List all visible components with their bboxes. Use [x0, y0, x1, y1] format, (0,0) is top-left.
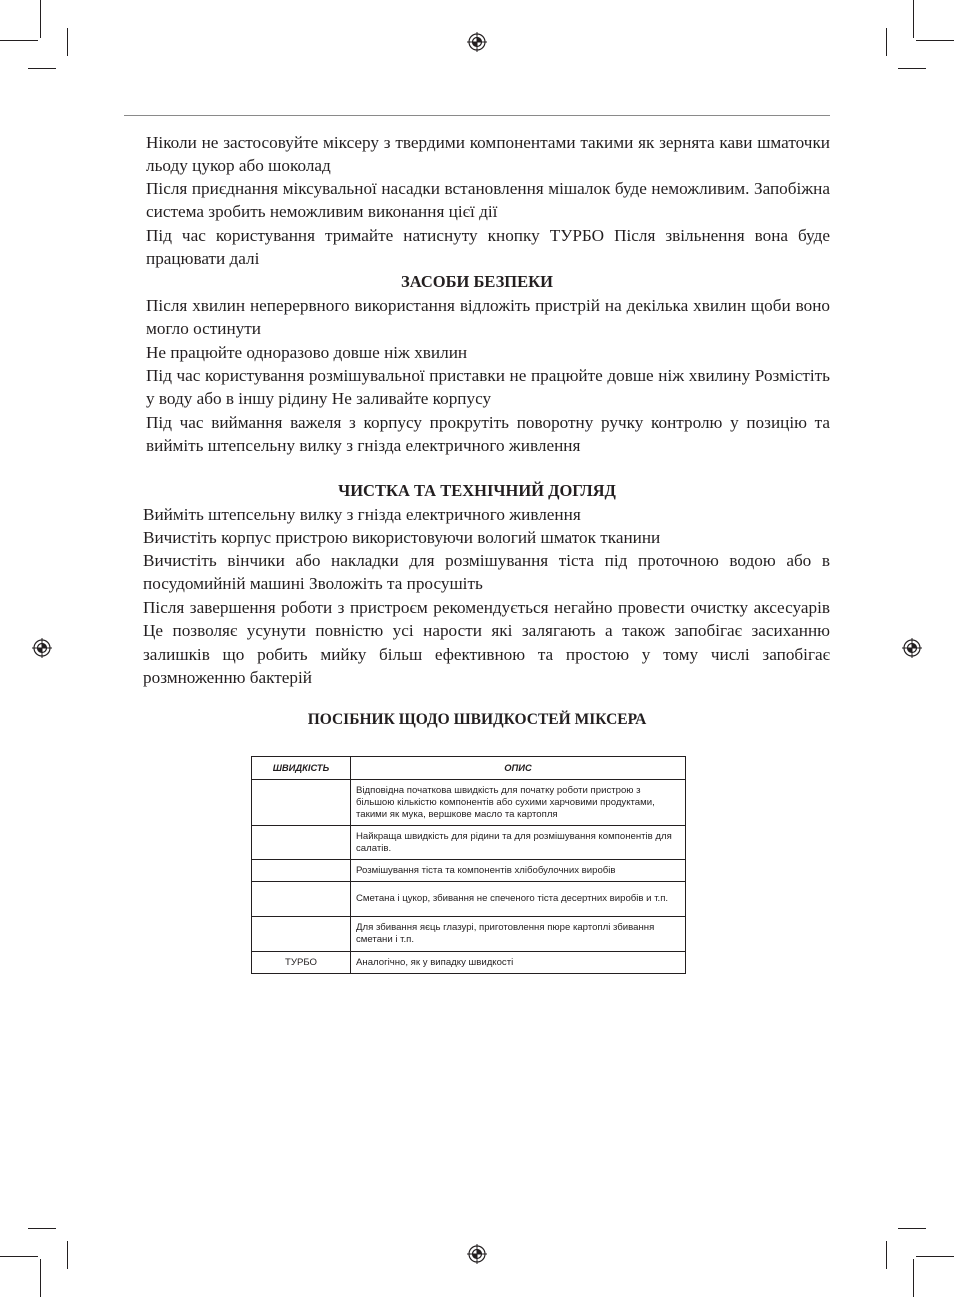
speed-cell	[252, 882, 351, 917]
crop-mark	[913, 0, 914, 38]
crop-mark	[40, 0, 41, 38]
paragraph: Ніколи не застосовуйте міксеру з твердими компонентами такими як зернята кави шматочки льоду цукор або шоколад	[146, 133, 830, 176]
crop-mark	[913, 1259, 914, 1297]
description-cell: Для збивання яєць глазурі, приготовлення пюре картоплі збивання сметани і т.п.	[351, 917, 686, 952]
section-heading-cleaning: ЧИСТКА ТА ТЕХНІЧНИЙ ДОГЛЯД	[338, 481, 616, 500]
crop-mark	[886, 28, 887, 56]
description-cell: Аналогічно, як у випадку швидкості	[351, 952, 686, 974]
paragraph: Після приєднання міксувальної насадки встановлення мішалок буде неможливим. Запобіжна система зробить неможливим виконання цієї дії	[146, 179, 830, 222]
crop-mark	[0, 40, 38, 41]
crop-mark	[40, 1259, 41, 1297]
paragraph: Під час користування розмішувальної приставки не працюйте довше ніж хвилину Розмістіть у воду або в іншу рідину Не заливайте корпусу	[146, 366, 830, 409]
registration-mark-icon	[467, 1244, 487, 1264]
paragraph: Вичистіть корпус пристрою використовуючи вологий шматок тканини	[143, 528, 661, 547]
speed-cell	[252, 860, 351, 882]
table-row	[252, 952, 686, 974]
crop-mark	[898, 68, 926, 69]
speed-cell	[252, 780, 351, 826]
table-header-row	[252, 757, 686, 780]
table-row	[252, 882, 686, 917]
speed-cell	[252, 826, 351, 860]
crop-mark	[28, 68, 56, 69]
section-heading-safety: ЗАСОБИ БЕЗПЕКИ	[401, 272, 553, 291]
paragraph: Не працюйте одноразово довше ніж хвилин	[146, 343, 468, 362]
description-cell: Розмішування тіста та компонентів хлібобулочних виробів	[351, 860, 686, 882]
speed-cell: ТУРБО	[252, 952, 351, 974]
crop-mark	[898, 1228, 926, 1229]
crop-mark	[67, 28, 68, 56]
table-row	[252, 917, 686, 952]
registration-mark-icon	[467, 32, 487, 52]
description-cell: Відповідна початкова швидкість для початку роботи пристрою з більшою кількістю компонентів або сухими харчовими продуктами, такими як мука, вершкове масло та картопля	[351, 780, 686, 826]
table-row	[252, 826, 686, 860]
crop-mark	[916, 40, 954, 41]
paragraph: Під час виймання важеля з корпусу прокрутіть поворотну ручку контролю у позицію та вийміть штепсельну вилку з гнізда електричного живлення	[146, 413, 830, 456]
crop-mark	[886, 1241, 887, 1269]
crop-mark	[67, 1241, 68, 1269]
crop-mark	[0, 1256, 38, 1257]
registration-mark-icon	[32, 638, 52, 658]
crop-mark	[28, 1228, 56, 1229]
registration-mark-icon	[902, 638, 922, 658]
header-rule	[124, 115, 830, 116]
description-cell: Сметана і цукор, збивання не спеченого тіста десертних виробів и т.п.	[351, 882, 686, 917]
paragraph: Після хвилин неперервного використання відложіть пристрій на декілька хвилин щоби воно могло остинути	[146, 296, 830, 339]
paragraph: Вичистіть вінчики або накладки для розмішування тіста під проточною водою або в посудомийній машині Зволожіть та просушіть	[143, 551, 830, 594]
paragraph: Під час користування тримайте натиснуту кнопку ТУРБО Після звільнення вона буде працювати далі	[146, 226, 830, 269]
column-header-description: ОПИС	[351, 757, 686, 780]
paragraph: Вийміть штепсельну вилку з гнізда електричного живлення	[143, 505, 581, 524]
section-heading-speed-guide: ПОСІБНИК ЩОДО ШВИДКОСТЕЙ МІКСЕРА	[307, 711, 647, 728]
table-row	[252, 780, 686, 826]
crop-mark	[916, 1256, 954, 1257]
table-row	[252, 860, 686, 882]
speed-table	[251, 756, 686, 974]
speed-cell	[252, 917, 351, 952]
paragraph: Після завершення роботи з пристроєм рекомендується негайно провести очистку аксесуарів Це позволяє усунути повністю усі нарости які залягають а також запобігає засиханню залишків що робить мийку більш ефективною та простою у тому числі запобігає розмноженню бактерій	[143, 598, 830, 688]
column-header-speed: ШВИДКІСТЬ	[252, 757, 351, 780]
description-cell: Найкраща швидкість для рідини та для розмішування компонентів для салатів.	[351, 826, 686, 860]
